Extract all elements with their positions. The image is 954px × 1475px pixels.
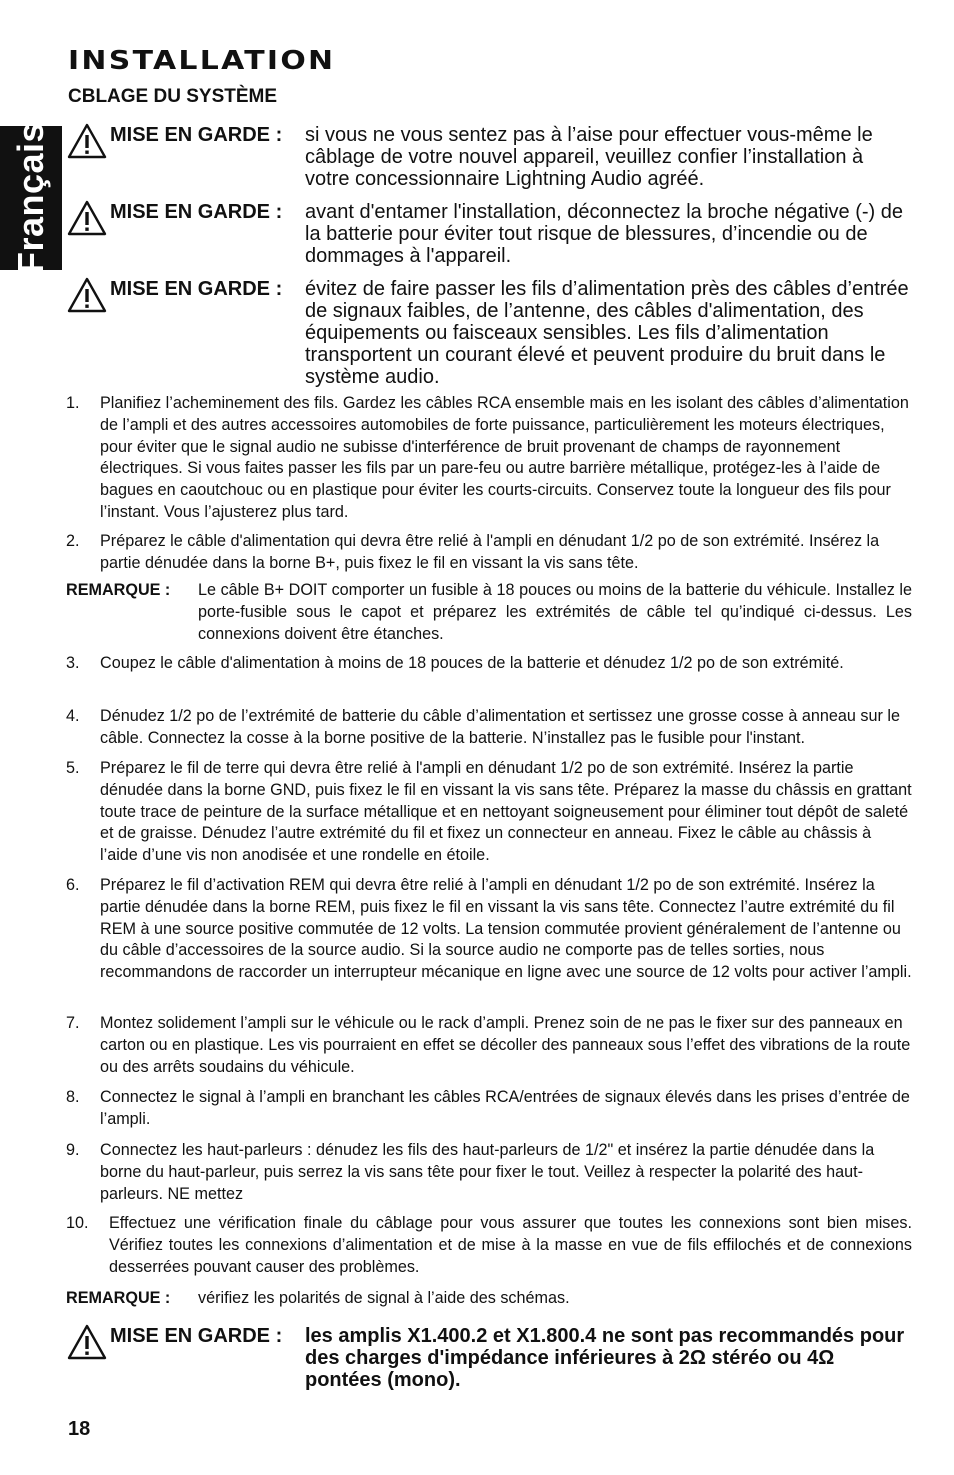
caution-text: si vous ne vous sentez pas à l’aise pour effectuer vous-même le câblage de votre nouvel appareil, veuillez confier l’installation à votre concessionnaire Lightning Audio agréé.: [305, 124, 873, 190]
item-number: 9.: [66, 1141, 80, 1159]
list-item: [66, 875, 912, 984]
caution-text: avant d'entamer l'installation, déconnectez la broche négative (-) de la batterie pour éviter tout risque de blessures, d’incendie ou de dommages à l'appareil.: [305, 201, 903, 267]
item-text: Planifiez l’acheminement des fils. Gardez les câbles RCA ensemble mais en les isolant des câbles d’alimentation de l’ampli et des autres accessoires automobiles de forte puissance, particulièrement les moteurs électriques, pour éviter que le signal audio ne subisse d'interférence de bruit provenant de champs de rayonnement électriques. Si vous faites passer les fils par un pare-feu ou autre barrière métallique, protégez-les à l’aide de bagues en caoutchouc ou en plastique pour éviter les courts-circuits. Conservez toute la longueur des fils pour l’instant. Vous l’ajusterez plus tard.: [100, 394, 909, 521]
page-number: 18: [68, 1418, 91, 1440]
caution-label: MISE EN GARDE :: [110, 1325, 283, 1347]
warning-icon: [66, 199, 108, 237]
caution-text: les amplis X1.400.2 et X1.800.4 ne sont pas recommandés pour des charges d'impédance inférieures à 2Ω stéréo ou 4Ω pontées (mono).: [305, 1325, 905, 1391]
note-label: REMARQUE :: [66, 1289, 171, 1307]
item-text: Coupez le câble d'alimentation à moins de 18 pouces de la batterie et dénudez 1/2 po de son extrémité.: [100, 654, 844, 672]
note-text: Le câble B+ DOIT comporter un fusible à 18 pouces ou moins de la batterie du véhicule. Installez le porte-fusible sous le capot et préparez les extrémités de câble tel qu’indiqué ci-dessus. Les connexions doivent être étanches.: [198, 581, 912, 643]
caution-label: MISE EN GARDE :: [110, 124, 283, 146]
caution-label: MISE EN GARDE :: [110, 201, 283, 223]
item-text: Préparez le fil d’activation REM qui devra être relié à l’ampli en dénudant 1/2 po de son extrémité. Insérez la partie dénudée dans la borne REM, puis fixez le fil en vissant la vis sans tête. Connectez l’autre extrémité du fil REM à une source positive commutée de 12 volts. La tension commutée provient généralement de l’antenne ou du câble d’accessoires de la source audio. Si la source audio ne comporte pas de telles sorties, nous recommandons de raccorder un interrupteur mécanique en ligne avec une source de 12 volts pour activer l’ampli.: [100, 876, 912, 982]
note-label: REMARQUE :: [66, 581, 171, 599]
section-title: INSTALLATION: [68, 46, 336, 76]
list-item: [66, 531, 912, 575]
list-item: [66, 393, 912, 524]
item-number: 5.: [66, 759, 80, 777]
list-item: [66, 1140, 912, 1205]
warning-icon: [66, 276, 108, 314]
list-item: [66, 706, 912, 750]
warning-icon: [66, 122, 108, 160]
item-text: Préparez le câble d'alimentation qui devra être relié à l'ampli en dénudant 1/2 po de son extrémité. Insérez la partie dénudée dans la borne B+, puis fixez le fil en vissant la vis sans tête.: [100, 532, 880, 572]
item-text: Connectez le signal à l’ampli en branchant les câbles RCA/entrées de signaux élevés dans les prises d’entrée de l’ampli.: [100, 1088, 910, 1128]
item-text: Montez solidement l’ampli sur le véhicule ou le rack d’ampli. Prenez soin de ne pas le fixer sur des panneaux en carton ou en plastique. Les vis pourraient en effet se décoller des panneaux sous l’effet des vibrations de la route ou des arrêts soudains du véhicule.: [100, 1014, 911, 1076]
list-item: [66, 1087, 912, 1131]
item-number: 10.: [66, 1214, 89, 1232]
list-item: [66, 1013, 912, 1078]
list-item: [66, 758, 912, 867]
item-number: 6.: [66, 876, 80, 894]
item-text: Effectuez une vérification finale du câblage pour vous assurer que toutes les connexions sont bien mises. Vérifiez toutes les connexions d’alimentation et de mise à la masse en vue de fils effilochés et de connexions desserrées pouvant causer des problèmes.: [109, 1214, 912, 1276]
caution-text: évitez de faire passer les fils d’alimentation près des câbles d’entrée de signaux faibles, de l’antenne, des câbles d'alimentation, des équipements ou faisceaux sensibles. Les fils d’alimentation transportent un courant élevé et peuvent produire du bruit dans le système audio.: [305, 278, 909, 388]
item-text: Connectez les haut-parleurs : dénudez les fils des haut-parleurs de 1/2" et insérez la partie dénudée dans la borne du haut-parleur, puis serrez la vis sans tête pour fixer le tout. Veillez à respecter la polarité des haut-parleurs. NE mettez: [100, 1141, 875, 1203]
list-item: [66, 653, 912, 675]
language-tab-label: Français: [10, 121, 51, 275]
note-block: [66, 580, 912, 645]
item-text: Préparez le fil de terre qui devra être relié à l'ampli en dénudant 1/2 po de son extrémité. Insérez la partie dénudée dans la borne GND, puis fixez le fil en vissant la vis sans tête. Préparez la masse du châssis en grattant toute trace de peinture de la surface métallique et en nettoyant soigneusement pour éliminer tout dépôt de saleté et de graisse. Dénudez l’autre extrémité du fil et fixez un connecteur en anneau. Fixez le câble au châssis à l’aide d’une vis non anodisée et une rondelle en étoile.: [100, 759, 912, 865]
item-number: 3.: [66, 654, 80, 672]
item-text: Dénudez 1/2 po de l’extrémité de batterie du câble d’alimentation et sertissez une grosse cosse à anneau sur le câble. Connectez la cosse à la borne positive de la batterie. N’installez pas le fusible pour l'instant.: [100, 707, 900, 747]
subsection-title: CBLAGE DU SYSTÈME: [68, 86, 278, 107]
note-block: [66, 1288, 912, 1310]
item-number: 7.: [66, 1014, 80, 1032]
note-text: vérifiez les polarités de signal à l’aide des schémas.: [198, 1289, 570, 1307]
list-item: [66, 1213, 912, 1278]
item-number: 4.: [66, 707, 80, 725]
caution-label: MISE EN GARDE :: [110, 278, 283, 300]
item-number: 2.: [66, 532, 80, 550]
warning-icon: [66, 1323, 108, 1361]
item-number: 8.: [66, 1088, 80, 1106]
language-tab: [0, 121, 62, 275]
item-number: 1.: [66, 394, 80, 412]
